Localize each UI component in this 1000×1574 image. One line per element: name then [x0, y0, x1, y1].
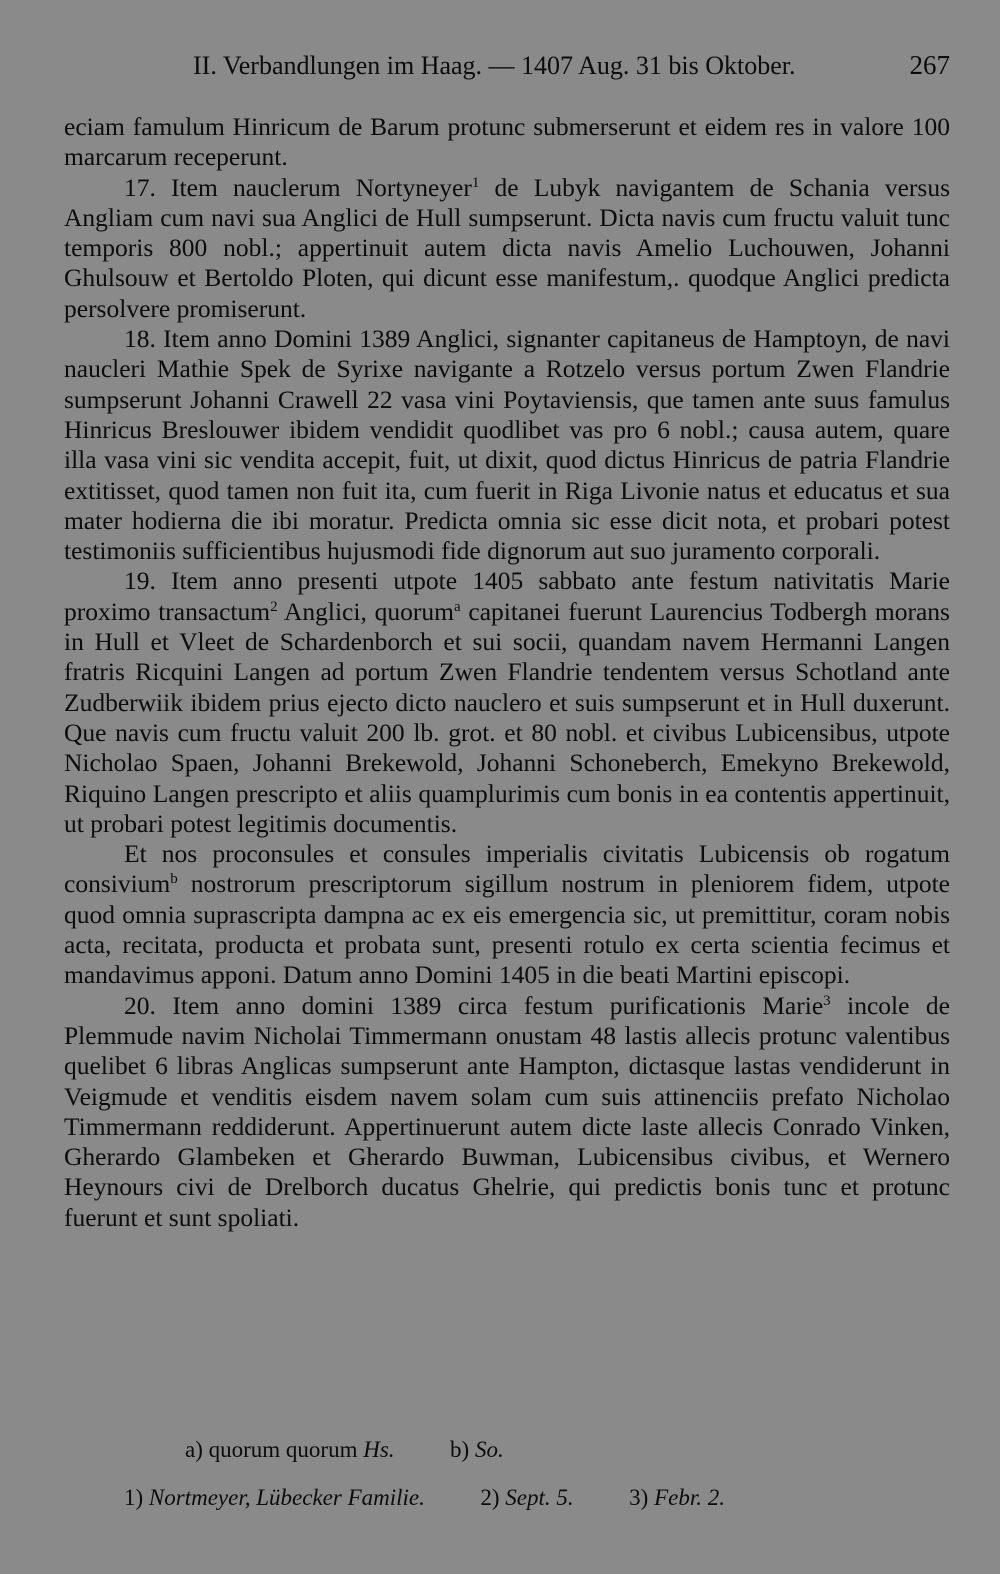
note-a-text: quorum quorum	[208, 1437, 358, 1462]
paragraph-text: Anglici, quorum	[277, 596, 454, 626]
page-number: 267	[909, 50, 950, 80]
footnotes	[124, 1485, 725, 1511]
footnote-ref-2: 2	[270, 598, 278, 615]
paragraph-text: 19. Item anno presenti utpote 1405 sabbato ante festum nativitatis Marie proximo transactum	[64, 566, 950, 626]
paragraph-19	[64, 566, 950, 839]
note-a-source: Hs.	[363, 1437, 395, 1462]
paragraph-text: de Lubyk navigantem de Schania versus Angliam cum navi sua Anglici de Hull sumpserunt. Dicta navis cum fructu valuit tunc temporis 800 nobl.; appertinuit autem dicta navis Amelio Luchouwen, Johanni Ghulsouw et Bertoldo Ploten, qui dicunt esse manifestum,. quodque Anglici predicta persolvere promiserunt.	[64, 172, 950, 323]
body-text	[64, 112, 950, 1233]
textual-note-ref-a: a	[453, 598, 461, 615]
paragraph-text: Et nos proconsules et consules imperialis civitatis Lubicensis ob rogatum consivium	[64, 839, 950, 899]
paragraph-text: 18. Item anno Domini 1389 Anglici, signanter capitaneus de Hamptoyn, de navi naucleri Mathie Spek de Syrixe navigante a Rotzelo versus portum Zwen Flandrie sumpserunt Johanni Crawell 22 vasa vini Poytaviensis, que tamen ante suus famulus Hinricus Breslouwer ibidem vendidit quodlibet vas pro 6 nobl.; causa autem, quare illa vasa vini sic vendita accepit, fuit, ut dixit, quod dictus Hinricus de patria Flandrie extitisset, quod tamen non fuit ita, cum fuerit in Riga Livonie natus et educatus et sua mater hodierna die ibi moratur. Predicta omnia sic esse dicit nota, et probari potest testimoniis sufficientibus hujusmodi fide dignorum aut suo juramento corporali.	[64, 324, 950, 566]
note-b-label: b)	[450, 1437, 470, 1462]
note-b-source: So.	[474, 1437, 504, 1462]
paragraph-continuation	[64, 112, 950, 173]
paragraph-18	[64, 324, 950, 566]
footnote-ref-3: 3	[823, 992, 831, 1009]
footnote-2-label: 2)	[480, 1485, 500, 1510]
note-a-label: a)	[185, 1437, 203, 1462]
paragraph-20	[64, 991, 950, 1233]
footnote-1-label: 1)	[124, 1485, 144, 1510]
textual-notes	[185, 1437, 504, 1463]
paragraph-text: incole de Plemmude navim Nicholai Timmermann onustam 48 lastis allecis protunc valentibus quelibet 6 libras Anglicas sumpserunt ante Hampton, dictasque lastas vendiderunt in Veigmude et venditis eisdem navem solam cum suis attinenciis prefato Nicholao Timmermann reddiderunt. Appertinuerunt autem dicte laste allecis Conrado Vinken, Gherardo Glambeken et Gherardo Buwman, Lubicensibus civibus, et Wernero Heynours civi de Drelborch ducatus Ghelrie, qui predictis bonis tunc et protunc fuerunt et sunt spoliati.	[64, 990, 950, 1232]
footnote-3-text: Febr. 2.	[654, 1485, 725, 1510]
paragraph-attestation	[64, 839, 950, 990]
paragraph-text: 20. Item anno domini 1389 circa festum purificationis Marie	[124, 990, 824, 1020]
paragraph-text: 17. Item nauclerum Nortyneyer	[124, 172, 472, 202]
footnote-3-label: 3)	[629, 1485, 649, 1510]
running-header	[193, 50, 950, 81]
paragraph-text: capitanei fuerunt Laurencius Todbergh morans in Hull et Vleet de Schardenborch et sui socii, quandam navem Hermanni Langen fratris Ricquini Langen ad portum Zwen Flandrie tendentem versus Schotland ante Zudberwiik ibidem prius ejecto dicto nauclero et suis sumpserunt et in Hull duxerunt. Que navis cum fructu valuit 200 lb. grot. et 80 nobl. et civibus Lubicensibus, utpote Nicholao Spaen, Johanni Brekewold, Johanni Schoneberch, Emekyno Brekewold, Riquino Langen prescripto et aliis quamplurimis cum bonis in ea contentis appertinuit, ut probari potest legitimis documentis.	[64, 596, 950, 838]
running-title: II. Verbandlungen im Haag. — 1407 Aug. 31 bis Oktober.	[193, 51, 796, 80]
footnote-2-text: Sept. 5.	[505, 1485, 574, 1510]
footnote-ref-1: 1	[471, 174, 480, 191]
paragraph-text: eciam famulum Hinricum de Barum protunc submerserunt et eidem res in valore 100 marcarum receperunt.	[64, 112, 950, 172]
footnote-1-text: Nortmeyer, Lübecker Familie.	[148, 1485, 425, 1510]
textual-note-ref-b: b	[170, 871, 178, 888]
paragraph-text: nostrorum prescriptorum sigillum nostrum in pleniorem fidem, utpote quod omnia suprascripta dampna ac ex eis emergencia sic, ut premittitur, coram nobis acta, recitata, producta et probata sunt, presenti rotulo ex certa scientia fecimus et mandavimus apponi. Datum anno Domini 1405 in die beati Martini episcopi.	[64, 869, 950, 990]
paragraph-17	[64, 173, 950, 324]
